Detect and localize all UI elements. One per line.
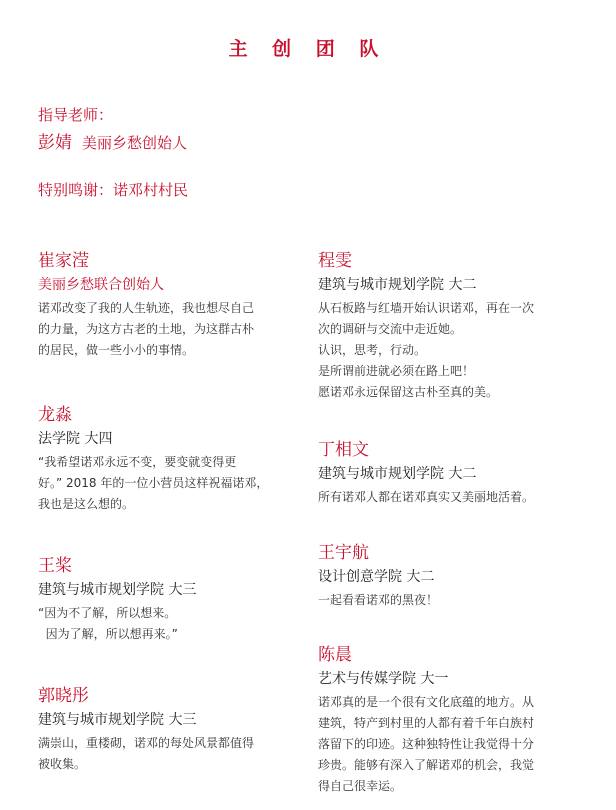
member-desc xyxy=(318,298,568,403)
desc-line: “我希望诺邓永远不变，要变就变得更 xyxy=(38,455,237,469)
member-name: 程雯 xyxy=(318,251,352,271)
desc-line: 一起看看诺邓的黑夜！ xyxy=(318,593,439,607)
desc-line: 诺邓改变了我的人生轨迹，我也想尽自己 xyxy=(38,301,255,315)
desc-line: 认识，思考，行动。 xyxy=(318,343,427,357)
member-role: 建筑与城市规划学院 大三 xyxy=(38,582,197,598)
advisor-name: 彭婧 xyxy=(38,133,72,153)
member-desc xyxy=(318,487,568,508)
member-name: 王宇航 xyxy=(318,543,369,563)
desc-line: 满崇山，重楼砌，诺邓的每处风景都值得 xyxy=(38,736,255,750)
desc-line: 建筑，特产到村里的人都有着千年白族村 xyxy=(318,716,535,730)
desc-line: 诺邓真的是一个很有文化底蕴的地方。从 xyxy=(318,695,535,709)
member-name: 王桨 xyxy=(38,556,72,576)
member-role: 设计创意学院 大二 xyxy=(318,569,435,585)
desc-line: 次的调研与交流中走近她。 xyxy=(318,322,463,336)
member-role: 艺术与传媒学院 大一 xyxy=(318,671,449,687)
member-desc xyxy=(38,452,288,515)
member-name: 郭晓彤 xyxy=(38,686,89,706)
desc-line: 落留下的印迹。这种独特性让我觉得十分 xyxy=(318,737,535,751)
desc-line: 好。” 2018 年的一位小营员这样祝福诺邓， xyxy=(38,476,269,490)
desc-line: 得自己很幸运。 xyxy=(318,779,403,793)
member-role: 法学院 大四 xyxy=(38,431,113,447)
member-role: 建筑与城市规划学院 大三 xyxy=(38,712,197,728)
member-card xyxy=(318,439,568,508)
desc-line: 被收集。 xyxy=(38,757,87,771)
desc-line: “因为不了解，所以想来。 xyxy=(38,606,177,620)
member-name: 陈晨 xyxy=(318,645,352,665)
desc-line: 的居民，做一些小小的事情。 xyxy=(38,343,195,357)
member-card xyxy=(38,555,288,645)
member-desc xyxy=(38,298,288,361)
member-card xyxy=(38,250,288,361)
desc-line: 愿诺邓永远保留这古朴至真的美。 xyxy=(318,385,499,399)
member-name: 龙淼 xyxy=(38,405,72,425)
member-card xyxy=(38,685,288,775)
member-card xyxy=(318,542,568,611)
desc-line: 我也是这么想的。 xyxy=(38,497,135,511)
member-role: 建筑与城市规划学院 大二 xyxy=(318,277,477,293)
member-card xyxy=(318,250,568,403)
member-desc xyxy=(318,590,568,611)
member-desc xyxy=(38,733,288,775)
desc-line: 的力量，为这方古老的土地，为这群古朴 xyxy=(38,322,255,336)
member-card xyxy=(318,644,568,797)
member-role: 建筑与城市规划学院 大二 xyxy=(318,466,477,482)
member-desc xyxy=(318,692,568,797)
member-card xyxy=(38,404,288,515)
member-name: 丁相文 xyxy=(318,440,369,460)
advisor-label: 指导老师： xyxy=(38,106,114,124)
advisor-title: 美丽乡愁创始人 xyxy=(82,134,188,152)
desc-line: 因为了解，所以想再来。” xyxy=(38,627,178,641)
desc-line: 是所谓前进就必须在路上吧！ xyxy=(318,364,475,378)
member-desc xyxy=(38,603,288,645)
member-role: 美丽乡愁联合创始人 xyxy=(38,277,164,293)
special-thanks: 特别鸣谢：诺邓村村民 xyxy=(38,181,189,199)
member-name: 崔家滢 xyxy=(38,251,89,271)
advisor-line xyxy=(38,128,187,153)
desc-line: 从石板路与红墙开始认识诺邓，再在一次 xyxy=(318,301,535,315)
page-title: 主 创 团 队 xyxy=(228,38,388,60)
desc-line: 所有诺邓人都在诺邓真实又美丽地活着。 xyxy=(318,490,535,504)
desc-line: 珍贵。能够有深入了解诺邓的机会，我觉 xyxy=(318,758,535,772)
